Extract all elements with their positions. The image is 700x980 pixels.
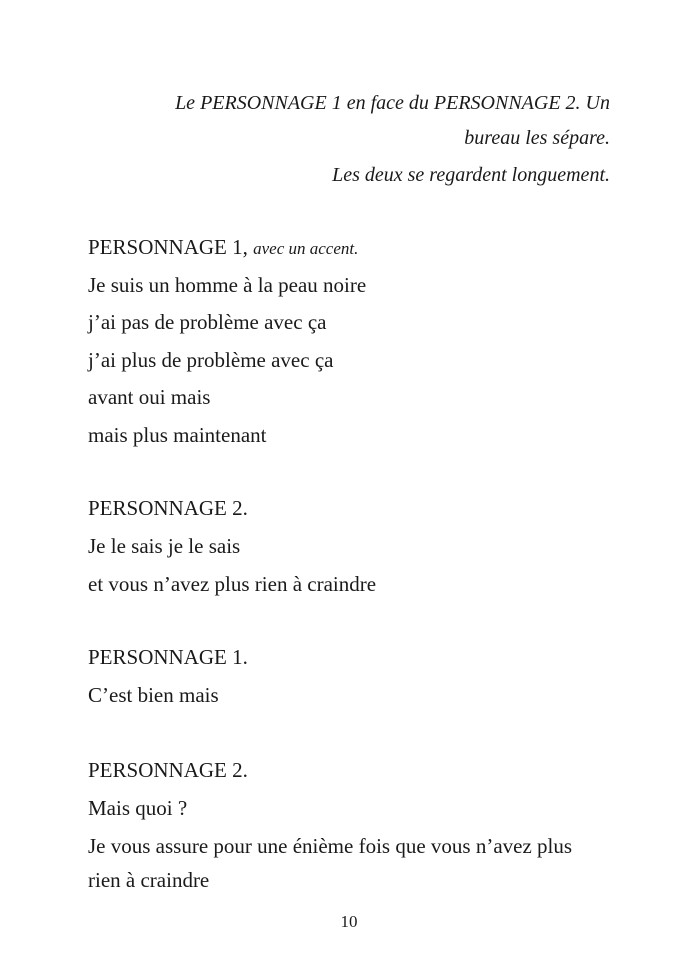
speaker-name: PERSONNAGE 1. (88, 645, 248, 669)
dialogue-line: Mais quoi ? (88, 796, 188, 820)
dialogue-line: mais plus maintenant (88, 423, 267, 447)
dialogue-line: avant oui mais (88, 385, 211, 409)
speaker-name (88, 234, 358, 262)
speaker-name: PERSONNAGE 2. (88, 496, 248, 520)
dialogue-line: j’ai plus de problème avec ça (88, 348, 334, 372)
dialogue-line: Je suis un homme à la peau noire (88, 273, 367, 297)
dialogue-line: Je vous assure pour une énième fois que vous n’avez plus (88, 834, 573, 858)
stage-direction-line: bureau les sépare. (464, 127, 610, 149)
stage-direction-line: Le PERSONNAGE 1 en face du PERSONNAGE 2. Un (175, 92, 610, 114)
speaker-label: PERSONNAGE 1 (88, 235, 243, 259)
document-page (88, 0, 610, 980)
speaker-suffix: , (242, 235, 248, 259)
dialogue-line: j’ai pas de problème avec ça (88, 310, 327, 334)
dialogue-line: et vous n’avez plus rien à craindre (88, 572, 377, 596)
speaker-direction: avec un accent. (253, 239, 359, 258)
page-number: 10 (340, 912, 358, 931)
speaker-name: PERSONNAGE 2. (88, 758, 248, 782)
stage-direction-line: Les deux se regardent longuement. (332, 164, 610, 186)
dialogue-line: C’est bien mais (88, 683, 219, 707)
dialogue-line: rien à craindre (88, 868, 210, 892)
dialogue-line: Je le sais je le sais (88, 534, 241, 558)
